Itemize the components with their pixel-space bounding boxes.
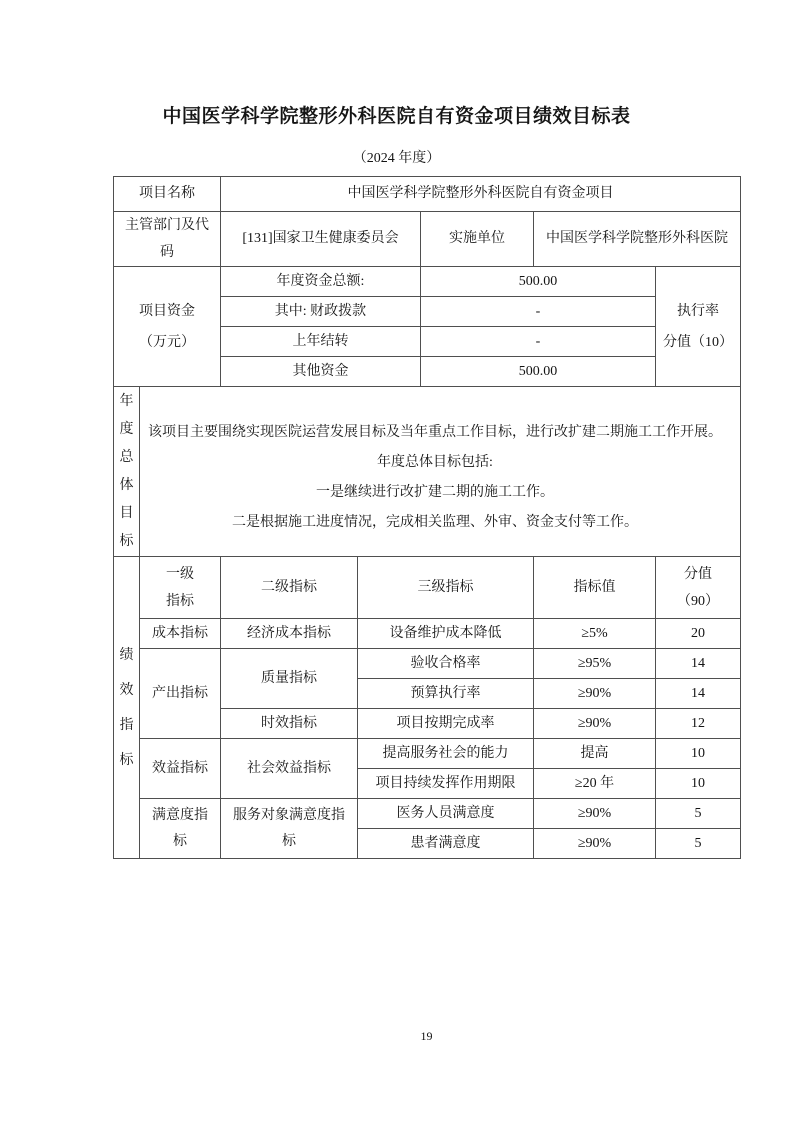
department-value-cell: [131]国家卫生健康委员会 [221, 212, 421, 267]
funding-label-line2: （万元） [139, 334, 195, 350]
header-level1-line1: 一级 [166, 566, 194, 582]
level3-cell: 项目按期完成率 [358, 709, 534, 739]
performance-label: 绩效指标 [119, 647, 134, 768]
target-cell: ≥90% [534, 799, 656, 829]
project-name-row [114, 177, 741, 212]
level2-cell: 社会效益指标 [221, 739, 358, 799]
level2-cell [221, 799, 358, 859]
level2-cell: 经济成本指标 [221, 619, 358, 649]
target-cell: 提高 [534, 739, 656, 769]
project-name-value-cell: 中国医学科学院整形外科医院自有资金项目 [221, 177, 741, 212]
annual-goal-label-cell [114, 387, 140, 557]
score-cell: 14 [656, 649, 741, 679]
score-cell: 10 [656, 769, 741, 799]
indicator-header-row [114, 557, 741, 619]
funding-other-value-cell: 500.00 [421, 357, 656, 387]
indicator-row [114, 799, 741, 829]
level3-cell: 医务人员满意度 [358, 799, 534, 829]
goal-paragraph-1: 该项目主要围绕实现医院运营发展目标及当年重点工作目标，进行改扩建二期施工工作开展。 [148, 424, 722, 440]
level1-text: 满意度指标 [152, 807, 208, 849]
header-level3-cell: 三级指标 [358, 557, 534, 619]
header-level2-cell: 二级指标 [221, 557, 358, 619]
level3-cell: 项目持续发挥作用期限 [358, 769, 534, 799]
score-cell: 20 [656, 619, 741, 649]
goal-paragraph-4: 二是根据施工进度情况，完成相关监理、外审、资金支付等工作。 [232, 514, 638, 530]
execution-rate-line1: 执行率 [677, 303, 720, 319]
score-cell: 14 [656, 679, 741, 709]
score-cell: 5 [656, 799, 741, 829]
header-level1-line2: 指标 [166, 593, 194, 609]
score-cell: 10 [656, 739, 741, 769]
department-label: 主管部门及代码 [125, 218, 209, 260]
document-title: 中国医学科学院整形外科医院自有资金项目绩效目标表 [162, 106, 631, 127]
goal-paragraph-3: 一是继续进行改扩建二期的施工工作。 [316, 484, 554, 500]
indicator-row [114, 619, 741, 649]
level3-cell: 验收合格率 [358, 649, 534, 679]
document-subtitle: （2024 年度） [352, 151, 441, 166]
funding-carryover-label-cell: 上年结转 [221, 327, 421, 357]
level3-cell: 提高服务社会的能力 [358, 739, 534, 769]
funding-label-line1: 项目资金 [139, 303, 195, 319]
project-name-label-cell: 项目名称 [114, 177, 221, 212]
annual-goal-label: 年度总体目标 [119, 393, 134, 549]
execution-rate-cell [656, 267, 741, 387]
department-row [114, 212, 741, 267]
level1-cell [140, 799, 221, 859]
header-target-cell: 指标值 [534, 557, 656, 619]
indicator-row [114, 739, 741, 769]
level3-cell: 患者满意度 [358, 829, 534, 859]
target-cell: ≥5% [534, 619, 656, 649]
implementing-unit-label-cell: 实施单位 [421, 212, 534, 267]
level3-cell: 预算执行率 [358, 679, 534, 709]
level3-cell: 设备维护成本降低 [358, 619, 534, 649]
page-number: 19 [420, 1029, 433, 1043]
target-cell: ≥90% [534, 829, 656, 859]
funding-label-cell [114, 267, 221, 387]
execution-rate-line2: 分值（10） [663, 334, 734, 350]
funding-fiscal-label-cell: 其中: 财政拨款 [221, 297, 421, 327]
level2-cell: 质量指标 [221, 649, 358, 709]
level1-cell: 产出指标 [140, 649, 221, 739]
header-level1-cell [140, 557, 221, 619]
performance-label-cell [114, 557, 140, 859]
level1-cell: 成本指标 [140, 619, 221, 649]
header-score-cell [656, 557, 741, 619]
funding-row-total [114, 267, 741, 297]
funding-fiscal-value-cell: - [421, 297, 656, 327]
level2-cell: 时效指标 [221, 709, 358, 739]
annual-goal-text-cell [140, 387, 741, 557]
score-cell: 5 [656, 829, 741, 859]
funding-total-label-cell: 年度资金总额: [221, 267, 421, 297]
level1-cell: 效益指标 [140, 739, 221, 799]
annual-goal-text [148, 418, 722, 538]
funding-other-label-cell: 其他资金 [221, 357, 421, 387]
implementing-unit-value-cell: 中国医学科学院整形外科医院 [534, 212, 741, 267]
target-cell: ≥20 年 [534, 769, 656, 799]
target-cell: ≥95% [534, 649, 656, 679]
performance-target-table [113, 176, 741, 859]
header-score-line2: （90） [677, 593, 720, 609]
level2-text: 服务对象满意度指标 [233, 807, 345, 849]
department-label-cell [114, 212, 221, 267]
indicator-row [114, 649, 741, 679]
funding-carryover-value-cell: - [421, 327, 656, 357]
score-cell: 12 [656, 709, 741, 739]
target-cell: ≥90% [534, 709, 656, 739]
target-cell: ≥90% [534, 679, 656, 709]
annual-goal-row [114, 387, 741, 557]
goal-paragraph-2: 年度总体目标包括: [377, 454, 493, 470]
header-score-line1: 分值 [684, 566, 713, 582]
funding-total-value-cell: 500.00 [421, 267, 656, 297]
